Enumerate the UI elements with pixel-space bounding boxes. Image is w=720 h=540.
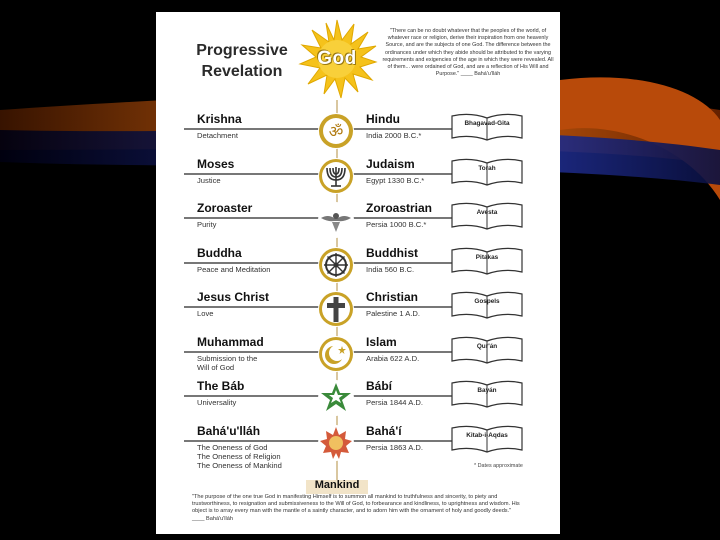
religion-name: Hindu	[366, 112, 400, 126]
religion-origin: Palestine 1 A.D.	[366, 309, 421, 318]
open-book-icon	[450, 246, 524, 276]
prophet-name: Bahá'u'lláh	[197, 424, 261, 438]
dates-footnote: * Dates approximate	[474, 463, 523, 469]
svg-text:ॐ: ॐ	[328, 122, 344, 141]
scripture-name: Kitab-i-Aqdas	[466, 432, 508, 439]
prophet-virtue: Purity	[197, 220, 217, 229]
cross-icon	[318, 291, 354, 327]
scripture-book	[450, 379, 524, 409]
open-book-icon	[450, 201, 524, 231]
open-book-icon	[450, 424, 524, 454]
religion-origin: Persia 1863 A.D.	[366, 443, 423, 452]
scripture-name: Avesta	[476, 209, 498, 216]
scripture-book	[450, 290, 524, 320]
revelation-row	[156, 422, 560, 470]
religion-name: Christian	[366, 290, 419, 304]
religion-origin: Egypt 1330 B.C.*	[366, 176, 425, 185]
prophet-name: Moses	[197, 157, 235, 171]
religion-name: Bábí	[366, 379, 393, 393]
prophet-name: Krishna	[197, 112, 242, 126]
religion-name: Judaism	[366, 157, 415, 171]
revelation-row	[156, 155, 560, 199]
progressive-revelation-poster	[156, 12, 560, 534]
prophet-virtue: Justice	[197, 176, 221, 185]
title-line-2: Revelation	[201, 63, 283, 80]
scripture-book	[450, 201, 524, 231]
prophet-virtue: Detachment	[197, 131, 238, 140]
scripture-name: Pitakas	[475, 254, 499, 261]
prophet-virtue: Love	[197, 309, 214, 318]
scripture-name: Bhagavad-Gita	[464, 120, 510, 127]
open-book-icon	[450, 379, 524, 409]
religion-origin: Persia 1844 A.D.	[366, 398, 423, 407]
god-label: God	[317, 48, 357, 69]
poster-title	[182, 40, 302, 82]
faravahar-icon	[318, 202, 354, 238]
scripture-book	[450, 335, 524, 365]
prophet-name: Zoroaster	[197, 201, 253, 215]
prophet-virtue: Submission to the Will of God	[197, 354, 258, 372]
revelation-row	[156, 288, 560, 332]
revelation-row	[156, 244, 560, 288]
religion-name: Buddhist	[366, 246, 418, 260]
religion-origin: Arabia 622 A.D.	[366, 354, 420, 363]
title-line-1: Progressive	[196, 42, 288, 59]
mankind-label: Mankind	[314, 479, 360, 491]
prophet-name: Jesus Christ	[197, 290, 270, 304]
revelation-row	[156, 333, 560, 377]
scripture-book	[450, 246, 524, 276]
religion-name: Islam	[366, 335, 397, 349]
nine-pointed-star-icon	[318, 425, 354, 461]
open-book-icon	[450, 157, 524, 187]
religion-origin: Persia 1000 B.C.*	[366, 220, 427, 229]
om-icon	[318, 113, 354, 149]
revelation-row	[156, 377, 560, 421]
scripture-name: Torah	[478, 165, 496, 172]
prophet-name: Buddha	[197, 246, 242, 260]
religion-name: Zoroastrian	[366, 201, 433, 215]
scripture-name: Qur'án	[476, 343, 498, 350]
open-book-icon	[450, 335, 524, 365]
pentagram-icon	[318, 380, 354, 416]
prophet-virtue: Universality	[197, 398, 237, 407]
prophet-virtue: Peace and Meditation	[197, 265, 271, 274]
dharma-wheel-icon	[318, 247, 354, 283]
scripture-name: Gospels	[474, 298, 500, 305]
prophet-virtue: The Oneness of God The Oneness of Religion The Oneness of Mankind	[197, 443, 282, 470]
revelation-row	[156, 199, 560, 243]
open-book-icon	[450, 290, 524, 320]
scripture-book	[450, 112, 524, 142]
scripture-book	[450, 424, 524, 454]
crescent-icon	[318, 336, 354, 372]
purpose-quote: "The purpose of the one true God in manifesting Himself is to summon all mankind to truthfulness and sincerity, to piety and trustworthiness, to resignation and submissiveness to the Will of God, to forbearance and kindliness, to uprightness and wisdom. His object is to array every man with the mantle of a saintly character, and to adorn him with the ornament of holy and goodly deeds." ____ Bahá'u'lláh	[192, 494, 520, 522]
top-quote: "There can be no doubt whatever that the peoples of the world, of whatever race or religion, derive their inspiration from one heavenly Source, and are the subjects of one God. The difference between the ordinances under which they abide should be attributed to the varying requirements and exigencies of the age in which they were revealed. All of them... were ordained of God, and are a reflection of His Will and Purpose." ____ Bahá'u'lláh	[382, 28, 554, 78]
religion-origin: India 560 B.C.	[366, 265, 415, 274]
scripture-book	[450, 157, 524, 187]
menorah-icon	[318, 158, 354, 194]
open-book-icon	[450, 112, 524, 142]
religion-origin: India 2000 B.C.*	[366, 131, 422, 140]
prophet-name: The Báb	[197, 379, 245, 393]
religion-name: Bahá'í	[366, 424, 402, 438]
scripture-name: Bayán	[477, 387, 497, 394]
prophet-name: Muhammad	[197, 335, 264, 349]
revelation-row	[156, 110, 560, 154]
